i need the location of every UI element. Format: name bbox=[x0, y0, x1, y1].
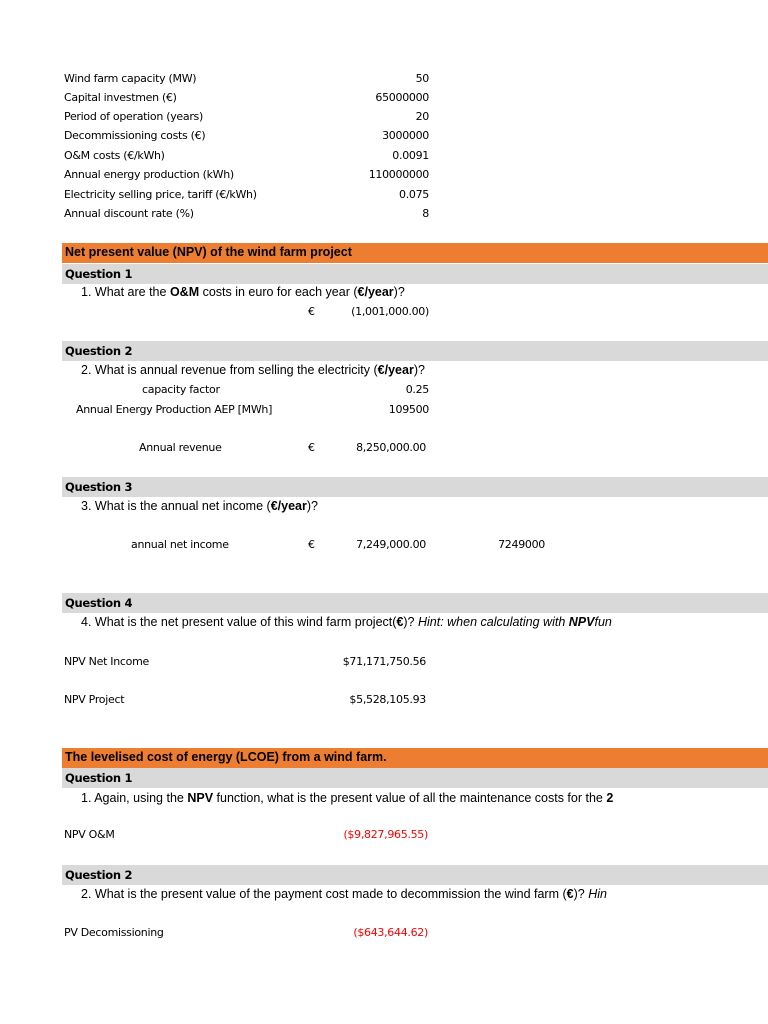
pv-decommissioning-label: PV Decomissioning bbox=[64, 926, 164, 939]
input-value-tariff[interactable]: 0.075 bbox=[399, 188, 429, 201]
lcoe-q2-text: 2. What is the present value of the payment cost made to decommission the wind farm (€)? Hin bbox=[81, 887, 607, 901]
input-value-period[interactable]: 20 bbox=[415, 110, 429, 123]
annual-net-income-value[interactable]: 7,249,000.00 bbox=[356, 538, 426, 551]
npv-section-header bbox=[62, 243, 768, 263]
pv-decommissioning-value[interactable]: ($643,644.62) bbox=[353, 926, 428, 939]
npv-q2-header bbox=[62, 341, 768, 361]
npv-om-label: NPV O&M bbox=[64, 828, 115, 841]
input-label-decommissioning: Decommissioning costs (€) bbox=[64, 129, 206, 142]
input-label-om: O&M costs (€/kWh) bbox=[64, 149, 165, 162]
input-value-om[interactable]: 0.0091 bbox=[392, 149, 429, 162]
npv-section-title: Net present value (NPV) of the wind farm project bbox=[65, 245, 352, 259]
npv-q1-text: 1. What are the O&M costs in euro for each year (€/year)? bbox=[81, 285, 405, 299]
annual-net-income-raw[interactable]: 7249000 bbox=[498, 538, 545, 551]
npv-project-value[interactable]: $5,528,105.93 bbox=[349, 693, 426, 706]
npv-q4-text: 4. What is the net present value of this wind farm project(€)? Hint: when calculating with NPVfun bbox=[81, 615, 612, 629]
annual-revenue-value[interactable]: 8,250,000.00 bbox=[356, 441, 426, 454]
aep-mwh-label: Annual Energy Production AEP [MWh] bbox=[76, 403, 273, 416]
npv-q2-label: Question 2 bbox=[65, 344, 133, 358]
lcoe-q2-header bbox=[62, 865, 768, 885]
input-label-discount: Annual discount rate (%) bbox=[64, 207, 194, 220]
lcoe-q1-text: 1. Again, using the NPV function, what is the present value of all the maintenance costs for the 2 bbox=[81, 791, 614, 805]
input-value-aep[interactable]: 110000000 bbox=[368, 168, 429, 181]
input-label-tariff: Electricity selling price, tariff (€/kWh) bbox=[64, 188, 257, 201]
npv-q3-header bbox=[62, 477, 768, 497]
npv-q1-header bbox=[62, 264, 768, 284]
aep-mwh-value[interactable]: 109500 bbox=[388, 403, 429, 416]
lcoe-section-header bbox=[62, 748, 768, 768]
npv-net-income-label: NPV Net Income bbox=[64, 655, 149, 668]
input-label-period: Period of operation (years) bbox=[64, 110, 203, 123]
input-label-capital: Capital investmen (€) bbox=[64, 91, 177, 104]
annual-revenue-label: Annual revenue bbox=[139, 441, 222, 454]
input-value-capital[interactable]: 65000000 bbox=[375, 91, 429, 104]
npv-net-income-value[interactable]: $71,171,750.56 bbox=[342, 655, 426, 668]
annual-revenue-currency: € bbox=[308, 441, 315, 454]
npv-q1-value[interactable]: (1,001,000.00) bbox=[351, 305, 429, 318]
npv-q3-text: 3. What is the annual net income (€/year)? bbox=[81, 499, 318, 513]
npv-om-value[interactable]: ($9,827,965.55) bbox=[343, 828, 428, 841]
input-label-aep: Annual energy production (kWh) bbox=[64, 168, 234, 181]
lcoe-q1-label: Question 1 bbox=[65, 771, 133, 785]
input-value-discount[interactable]: 8 bbox=[422, 207, 429, 220]
input-label-capacity: Wind farm capacity (MW) bbox=[64, 72, 197, 85]
npv-q2-text: 2. What is annual revenue from selling the electricity (€/year)? bbox=[81, 363, 425, 377]
lcoe-section-title: The levelised cost of energy (LCOE) from a wind farm. bbox=[65, 750, 387, 764]
npv-project-label: NPV Project bbox=[64, 693, 125, 706]
npv-q4-header bbox=[62, 593, 768, 613]
capacity-factor-value[interactable]: 0.25 bbox=[405, 383, 429, 396]
npv-q1-currency: € bbox=[308, 305, 315, 318]
annual-net-income-label: annual net income bbox=[131, 538, 229, 551]
lcoe-q2-label: Question 2 bbox=[65, 868, 133, 882]
input-value-capacity[interactable]: 50 bbox=[415, 72, 429, 85]
lcoe-q1-header bbox=[62, 768, 768, 788]
capacity-factor-label: capacity factor bbox=[142, 383, 220, 396]
npv-q4-label: Question 4 bbox=[65, 596, 133, 610]
input-value-decommissioning[interactable]: 3000000 bbox=[382, 129, 429, 142]
npv-q1-label: Question 1 bbox=[65, 267, 133, 281]
npv-q3-label: Question 3 bbox=[65, 480, 133, 494]
annual-net-income-currency: € bbox=[308, 538, 315, 551]
